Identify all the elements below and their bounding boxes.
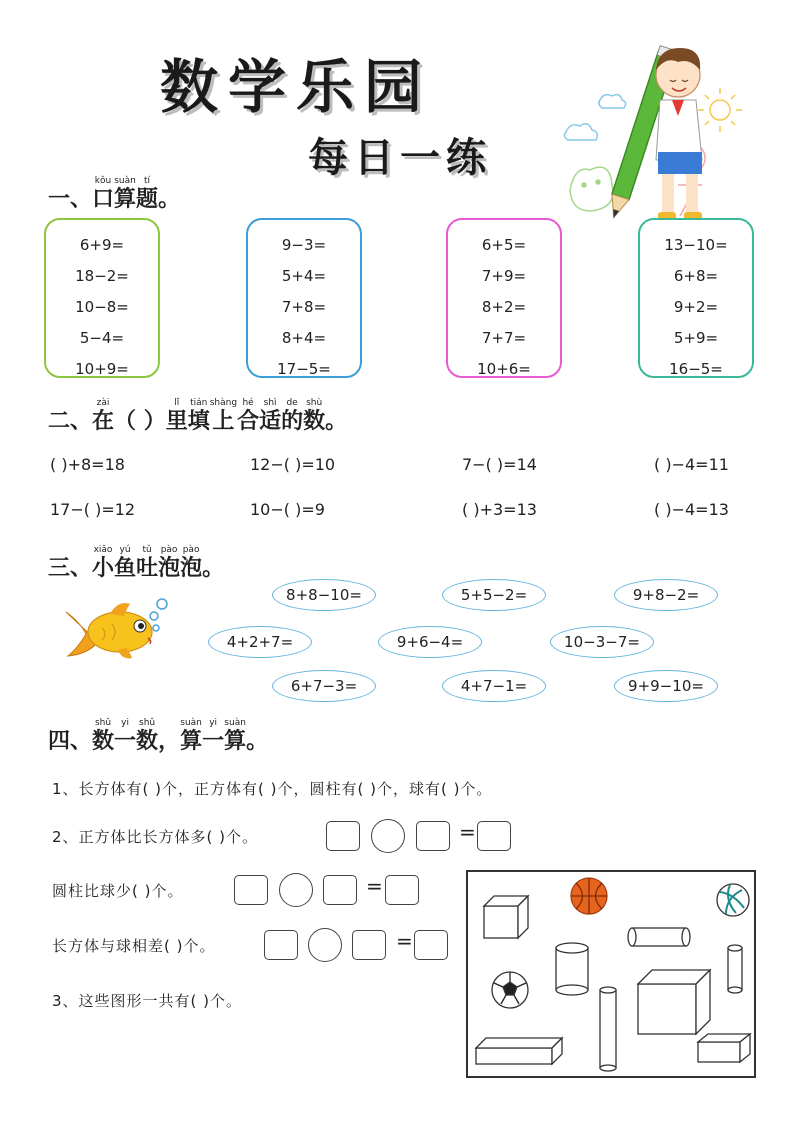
- boy-with-pencil-illustration: [560, 40, 760, 235]
- cube-icon: [638, 970, 710, 1034]
- equals-sign: =: [366, 874, 383, 898]
- calc-item: 6+8=: [673, 267, 719, 285]
- fill-blank-item: ( )−4=11: [654, 455, 729, 474]
- answer-square[interactable]: [416, 821, 450, 851]
- cylinder-icon: [628, 928, 690, 946]
- fill-blank-item: ( )+3=13: [462, 500, 537, 519]
- heading-char: tǔ 吐: [136, 545, 159, 581]
- calc-item: 7+9=: [481, 267, 527, 285]
- calc-item: 10+9=: [75, 360, 129, 378]
- calc-box-2: [246, 218, 362, 378]
- cylinder-icon: [728, 945, 742, 993]
- section4-heading: [48, 718, 268, 754]
- question-3: 3、这些图形一共有( )个。: [52, 992, 243, 1010]
- operator-circle[interactable]: [279, 873, 313, 907]
- bubble: 5+5−2=: [442, 579, 546, 611]
- heading-char: zài 在: [92, 398, 115, 434]
- heading-char: yi 一: [114, 718, 137, 754]
- volleyball-icon: [717, 884, 749, 916]
- heading-char: suàn 算: [180, 718, 203, 754]
- fill-blank-item: ( )+8=18: [50, 455, 125, 474]
- question-1: 1、长方体有( )个，正方体有( )个，圆柱有( )个，球有( )个。: [52, 780, 493, 798]
- bubble: 8+8−10=: [272, 579, 376, 611]
- fill-blank-item: ( )−4=13: [654, 500, 729, 519]
- fill-blank-item: 12−( )=10: [250, 455, 336, 474]
- question-2: 2、正方体比长方体多( )个。: [52, 828, 259, 846]
- cuboid-icon: [698, 1034, 750, 1062]
- answer-square[interactable]: [352, 930, 386, 960]
- basketball-icon: [571, 878, 607, 914]
- heading-period: 。: [158, 186, 181, 212]
- heading-char: shǔ 数: [136, 718, 159, 754]
- calc-item: 5+9=: [673, 329, 719, 347]
- bubble: 4+2+7=: [208, 626, 312, 658]
- equals-sign: =: [459, 820, 476, 844]
- calc-item: 17−5=: [277, 360, 331, 378]
- operator-circle[interactable]: [308, 928, 342, 962]
- heading-char: pào 泡: [158, 545, 181, 581]
- calc-item: 9−3=: [281, 236, 327, 254]
- heading-char: shù 数: [303, 398, 326, 434]
- bubble: 10−3−7=: [550, 626, 654, 658]
- calc-item: 6+9=: [79, 236, 125, 254]
- question-2b: 圆柱比球少( )个。: [52, 882, 184, 900]
- calc-item: 7+8=: [281, 298, 327, 316]
- calc-item: 5−4=: [79, 329, 125, 347]
- cylinder-icon: [556, 943, 588, 995]
- heading-period: 。: [325, 408, 348, 434]
- heading-char: de 的: [281, 398, 304, 434]
- cylinder-icon: [600, 987, 616, 1071]
- bubble: 9+6−4=: [378, 626, 482, 658]
- calc-item: 16−5=: [669, 360, 723, 378]
- section3-heading: [48, 545, 224, 581]
- fill-blank-item: 17−( )=12: [50, 500, 136, 519]
- section4-number: 四、: [48, 728, 93, 754]
- calc-item: 9+2=: [673, 298, 719, 316]
- answer-square[interactable]: [414, 930, 448, 960]
- shapes-picture: [468, 872, 754, 1076]
- heading-char: suàn 算: [224, 718, 247, 754]
- calc-item: 8+4=: [281, 329, 327, 347]
- calc-box-3: [446, 218, 562, 378]
- section2-heading: [48, 398, 347, 434]
- heading-char: shǔ 数: [92, 718, 115, 754]
- bubble: 9+8−2=: [614, 579, 718, 611]
- bubble: 6+7−3=: [272, 670, 376, 702]
- section1-number: 一、: [48, 186, 93, 212]
- heading-char: shì 适: [259, 398, 282, 434]
- calc-item: 6+5=: [481, 236, 527, 254]
- calc-item: 10+6=: [477, 360, 531, 378]
- operator-circle[interactable]: [371, 819, 405, 853]
- cube-icon: [484, 896, 528, 938]
- calc-item: 18−2=: [75, 267, 129, 285]
- bubble: 4+7−1=: [442, 670, 546, 702]
- answer-square[interactable]: [477, 821, 511, 851]
- heading-char: tián 填: [187, 398, 210, 434]
- heading-period: 。: [202, 555, 225, 581]
- heading-char: yú 鱼: [114, 545, 137, 581]
- fill-blank-item: 10−( )=9: [250, 500, 325, 519]
- equals-sign: =: [396, 929, 413, 953]
- heading-char: （ ）: [114, 408, 166, 434]
- section3-number: 三、: [48, 555, 93, 581]
- answer-square[interactable]: [385, 875, 419, 905]
- section1-heading: [48, 176, 180, 212]
- soccer-ball-icon: [492, 972, 528, 1008]
- calc-box-1: [44, 218, 160, 378]
- page-title: 数学乐园: [160, 53, 433, 121]
- answer-square[interactable]: [234, 875, 268, 905]
- section2-number: 二、: [48, 408, 93, 434]
- heading-char: ，: [158, 728, 181, 754]
- page-subtitle: 每日一练: [308, 134, 492, 181]
- heading-char: lǐ 里: [165, 398, 188, 434]
- fish-icon: [62, 598, 172, 662]
- cuboid-icon: [476, 1038, 562, 1064]
- calc-item: 13−10=: [664, 236, 728, 254]
- heading-char: kǒu 口: [92, 176, 115, 212]
- answer-square[interactable]: [326, 821, 360, 851]
- heading-period: 。: [246, 728, 269, 754]
- calc-box-4: [638, 218, 754, 378]
- heading-char: shàng 上: [209, 398, 238, 434]
- heading-char: pào 泡: [180, 545, 203, 581]
- heading-char: suàn 算: [114, 176, 137, 212]
- calc-item: 8+2=: [481, 298, 527, 316]
- fill-blank-item: 7−( )=14: [462, 455, 537, 474]
- bubble: 9+9−10=: [614, 670, 718, 702]
- calc-item: 5+4=: [281, 267, 327, 285]
- calc-item: 7+7=: [481, 329, 527, 347]
- heading-char: tí 题: [136, 176, 159, 212]
- calc-item: 10−8=: [75, 298, 129, 316]
- heading-char: hé 合: [237, 398, 260, 434]
- question-2c: 长方体与球相差( )个。: [52, 937, 216, 955]
- answer-square[interactable]: [264, 930, 298, 960]
- heading-char: xiǎo 小: [92, 545, 115, 581]
- heading-char: yi 一: [202, 718, 225, 754]
- answer-square[interactable]: [323, 875, 357, 905]
